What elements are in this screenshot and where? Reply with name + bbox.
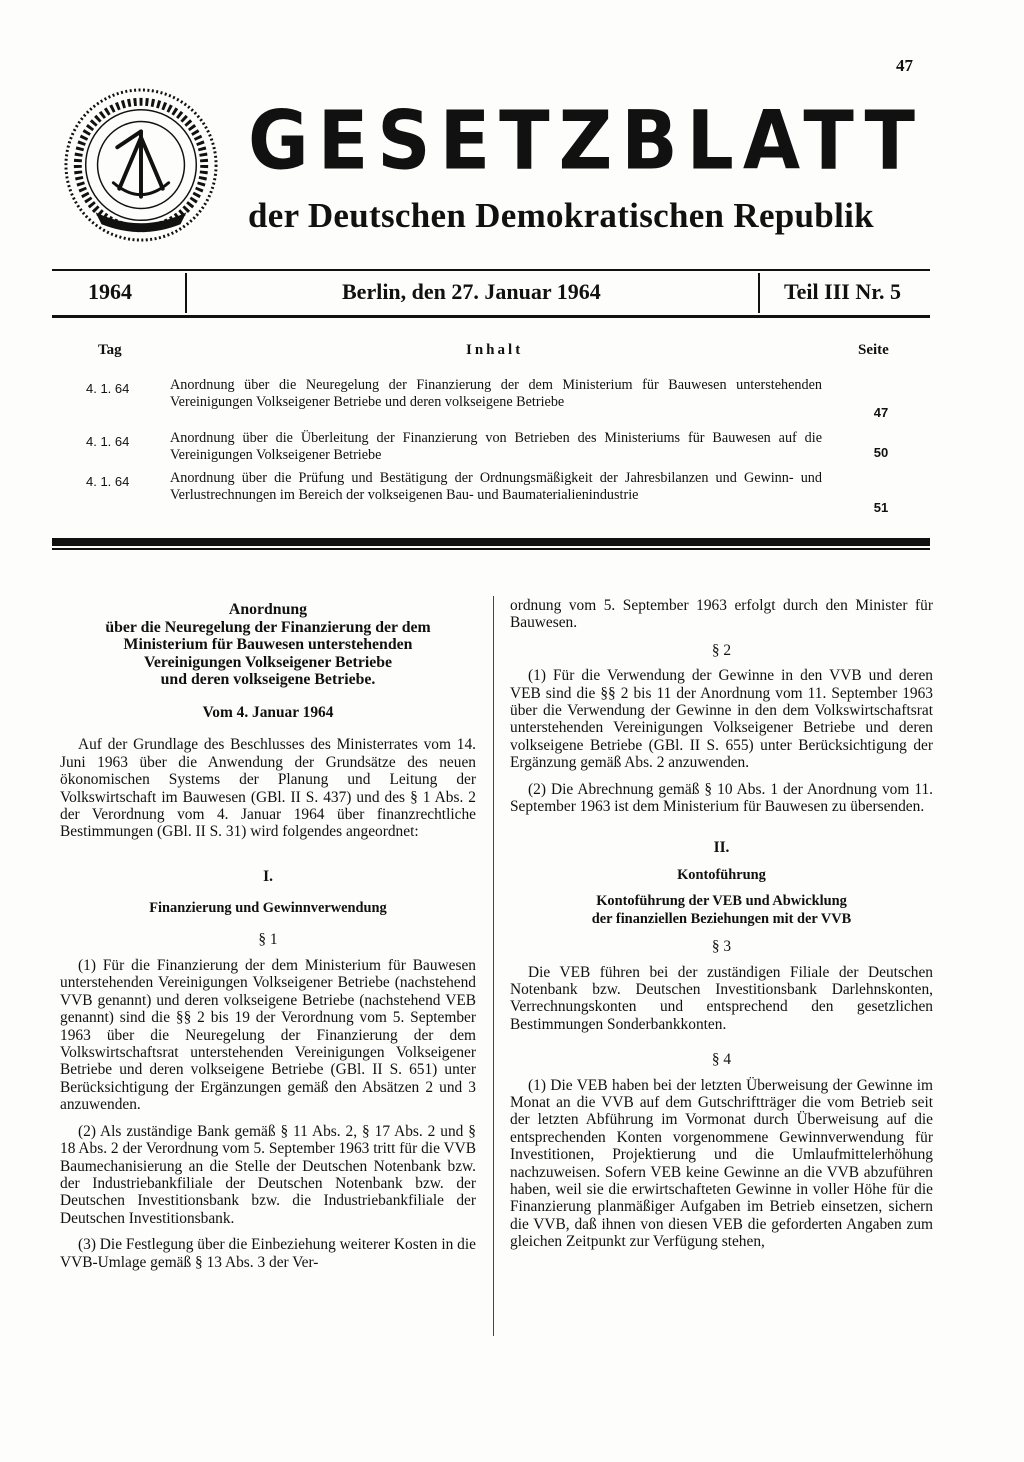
paragraph-text: ordnung vom 5. September 1963 erfolgt durch den Minister für Bauwesen. bbox=[510, 597, 933, 632]
toc-entry-date: 4. 1. 64 bbox=[86, 434, 130, 449]
contents-date-header: Tag bbox=[98, 342, 122, 358]
issue-bar bbox=[52, 269, 930, 319]
paragraph-text: (2) Die Abrechnung gemäß § 10 Abs. 1 der Anordnung vom 11. September 1963 ist dem Ministerium für Bauwesen zu übersenden. bbox=[510, 780, 933, 816]
paragraph-text: (3) Die Festlegung über die Einbeziehung weiterer Kosten in die VVB-Umlage gemäß § 13 Abs. 3 der Ver- bbox=[60, 1236, 476, 1271]
gdr-state-emblem-icon bbox=[62, 86, 220, 244]
section-title: Finanzierung und Gewinnverwendung bbox=[149, 900, 387, 917]
contents-thick-rule bbox=[52, 538, 930, 546]
section-subtitle-line: der finanziellen Beziehungen mit der VVB bbox=[591, 910, 852, 927]
toc-entry-date: 4. 1. 64 bbox=[86, 474, 130, 489]
paragraph-text: (1) Für die Finanzierung der dem Ministerium für Bauwesen unterstehenden Vereinigungen Volkseigener Betriebe (nachstehend VVB genannt) und deren volkseigene Betriebe (nachstehend VEB genannt) sind die §§ 2 bis 19 der Verordnung vom 5. September 1963 über die Neuregelung der Finanzierung der dem Volkswirtschaftsrat unterstehenden Vereinigungen Volkseigener Betriebe und deren volkseigene Betriebe (GBl. II S. 651) unter Berücksichtigung der Ergänzungen gemäß den Absätzen 2 und 3 anzuwenden. bbox=[60, 957, 476, 1114]
article-date: Vom 4. Januar 1964 bbox=[202, 703, 334, 721]
contents-thin-rule bbox=[52, 548, 930, 550]
article-preamble: Auf der Grundlage des Beschlusses des Ministerrates vom 14. Juni 1963 über die Anwendung der Grundsätze des neuen ökonomischen Systems der Planung und Leitung der Volkswirtschaft im Bauwesen (GBl. II S. 437) und des § 1 Abs. 2 der Verordnung vom 4. Januar 1964 über finanzrechtliche Bestimmungen (GBl. II S. 31) wird folgendes angeordnet: bbox=[60, 736, 476, 841]
toc-entry-page: 47 bbox=[873, 405, 889, 420]
section-title: Kontoführung bbox=[677, 866, 766, 883]
toc-entry-date: 4. 1. 64 bbox=[86, 381, 130, 396]
toc-entry-text: Anordnung über die Überleitung der Finanzierung von Betrieben des Ministeriums für Bauwesen auf die Vereinigungen Volkseigener Betriebe bbox=[170, 430, 822, 463]
paragraph-heading: § 2 bbox=[711, 641, 732, 659]
toc-entry-text: Anordnung über die Neuregelung der Finanzierung der dem Ministerium für Bauwesen unterstehenden Vereinigungen Volkseigener Betriebe und deren volkseigene Betriebe bbox=[170, 377, 822, 410]
issue-bar-divider bbox=[185, 273, 187, 313]
paragraph-text: Die VEB führen bei der zuständigen Filiale der Deutschen Notenbank bzw. Deutschen Investitionsbank Darlehnskonten, Verrechnungskonten und entsprechend den gesetzlichen Bestimmungen Sonderbankkonten. bbox=[510, 963, 933, 1033]
paragraph-heading: § 3 bbox=[711, 938, 732, 956]
issue-place-date: Berlin, den 27. Januar 1964 bbox=[342, 279, 601, 304]
article-title-line: Anordnung bbox=[228, 601, 308, 618]
masthead-title: GESETZBLATT bbox=[248, 93, 925, 189]
article-title-line: und deren volkseigene Betriebe. bbox=[160, 671, 376, 689]
right-column bbox=[510, 597, 933, 1251]
issue-part-number: Teil III Nr. 5 bbox=[784, 279, 901, 304]
paragraph-text: (1) Die VEB haben bei der letzten Überweisung der Gewinne im Monat an die VVB auf dem Gutschriftträger die vom Betrieb seit der letzten Abführung im Vormonat durch Überweisung auf die entsprechenden Konten vorgenommene Gewinnverwendung für Investitionen, Projektierung und die Umlaufmittelerhöhung nachzuweisen. Sofern VEB keine Gewinne an die VVB abzuführen haben, weil sie die erwirtschafteten Gewinne in voller Höhe für die Finanzierung planmäßiger Aufgaben im Betrieb einsetzen, sichern die VVB, daß ihnen von diesen VEB die geforderten Angaben zum gleichen Zeitpunkt zur Verfügung stehen, bbox=[510, 1076, 933, 1251]
page-number: 47 bbox=[896, 56, 913, 75]
paragraph-text: (1) Für die Verwendung der Gewinne in den VVB und deren VEB sind die §§ 2 bis 11 der Anordnung vom 11. September 1963 über die Verwendung der Gewinne in den dem Volkswirtschaftsrat unterstehenden Vereinigungen Volkseigener Betriebe und deren volkseigene Betriebe (GBl. II S. 655) unter Berücksichtigung der Ergänzung gemäß Abs. 2 anzuwenden. bbox=[510, 667, 933, 772]
section-subtitle-line: Kontoführung der VEB und Abwicklung bbox=[596, 893, 847, 910]
paragraph-heading: § 1 bbox=[258, 930, 278, 948]
issue-bar-top-rule bbox=[52, 269, 930, 271]
toc-entry-text: Anordnung über die Prüfung und Bestätigung der Ordnungsmäßigkeit der Jahresbilanzen und Gewinn- und Verlustrechnungen im Bereich der volkseigenen Bau- und Baumaterialienindustrie bbox=[170, 470, 822, 503]
left-column bbox=[60, 601, 476, 1271]
section-number: II. bbox=[713, 839, 730, 857]
issue-year: 1964 bbox=[88, 279, 132, 304]
article-title-line: Ministerium für Bauwesen unterstehenden bbox=[123, 636, 413, 654]
masthead-subtitle: der Deutschen Demokratischen Republik bbox=[248, 196, 874, 235]
article-title-line: Vereinigungen Volkseigener Betriebe bbox=[143, 653, 393, 671]
contents-page-header: Seite bbox=[858, 342, 889, 358]
paragraph-heading: § 4 bbox=[711, 1051, 732, 1069]
paragraph-text: (2) Als zuständige Bank gemäß § 11 Abs. 2, § 17 Abs. 2 und § 18 Abs. 2 der Verordnung vom 5. September 1963 tritt für die VVB Baumechanisierung an die Stelle der Deutschen Notenbank bzw. der Industriebankfiliale der Deutschen Notenbank bzw. der Deutschen Investitionsbank bzw. die Industriebankfiliale der Deutschen Investitionsbank. bbox=[60, 1122, 476, 1227]
toc-entry-page: 51 bbox=[873, 500, 889, 515]
issue-bar-bottom-rule bbox=[52, 315, 930, 318]
section-number: I. bbox=[263, 867, 273, 885]
issue-bar-divider bbox=[758, 273, 760, 313]
toc-entry-page: 50 bbox=[873, 445, 889, 460]
column-divider bbox=[493, 596, 494, 1336]
article-title-line: über die Neuregelung der Finanzierung der dem bbox=[105, 618, 431, 636]
contents-title: Inhalt bbox=[466, 342, 524, 358]
